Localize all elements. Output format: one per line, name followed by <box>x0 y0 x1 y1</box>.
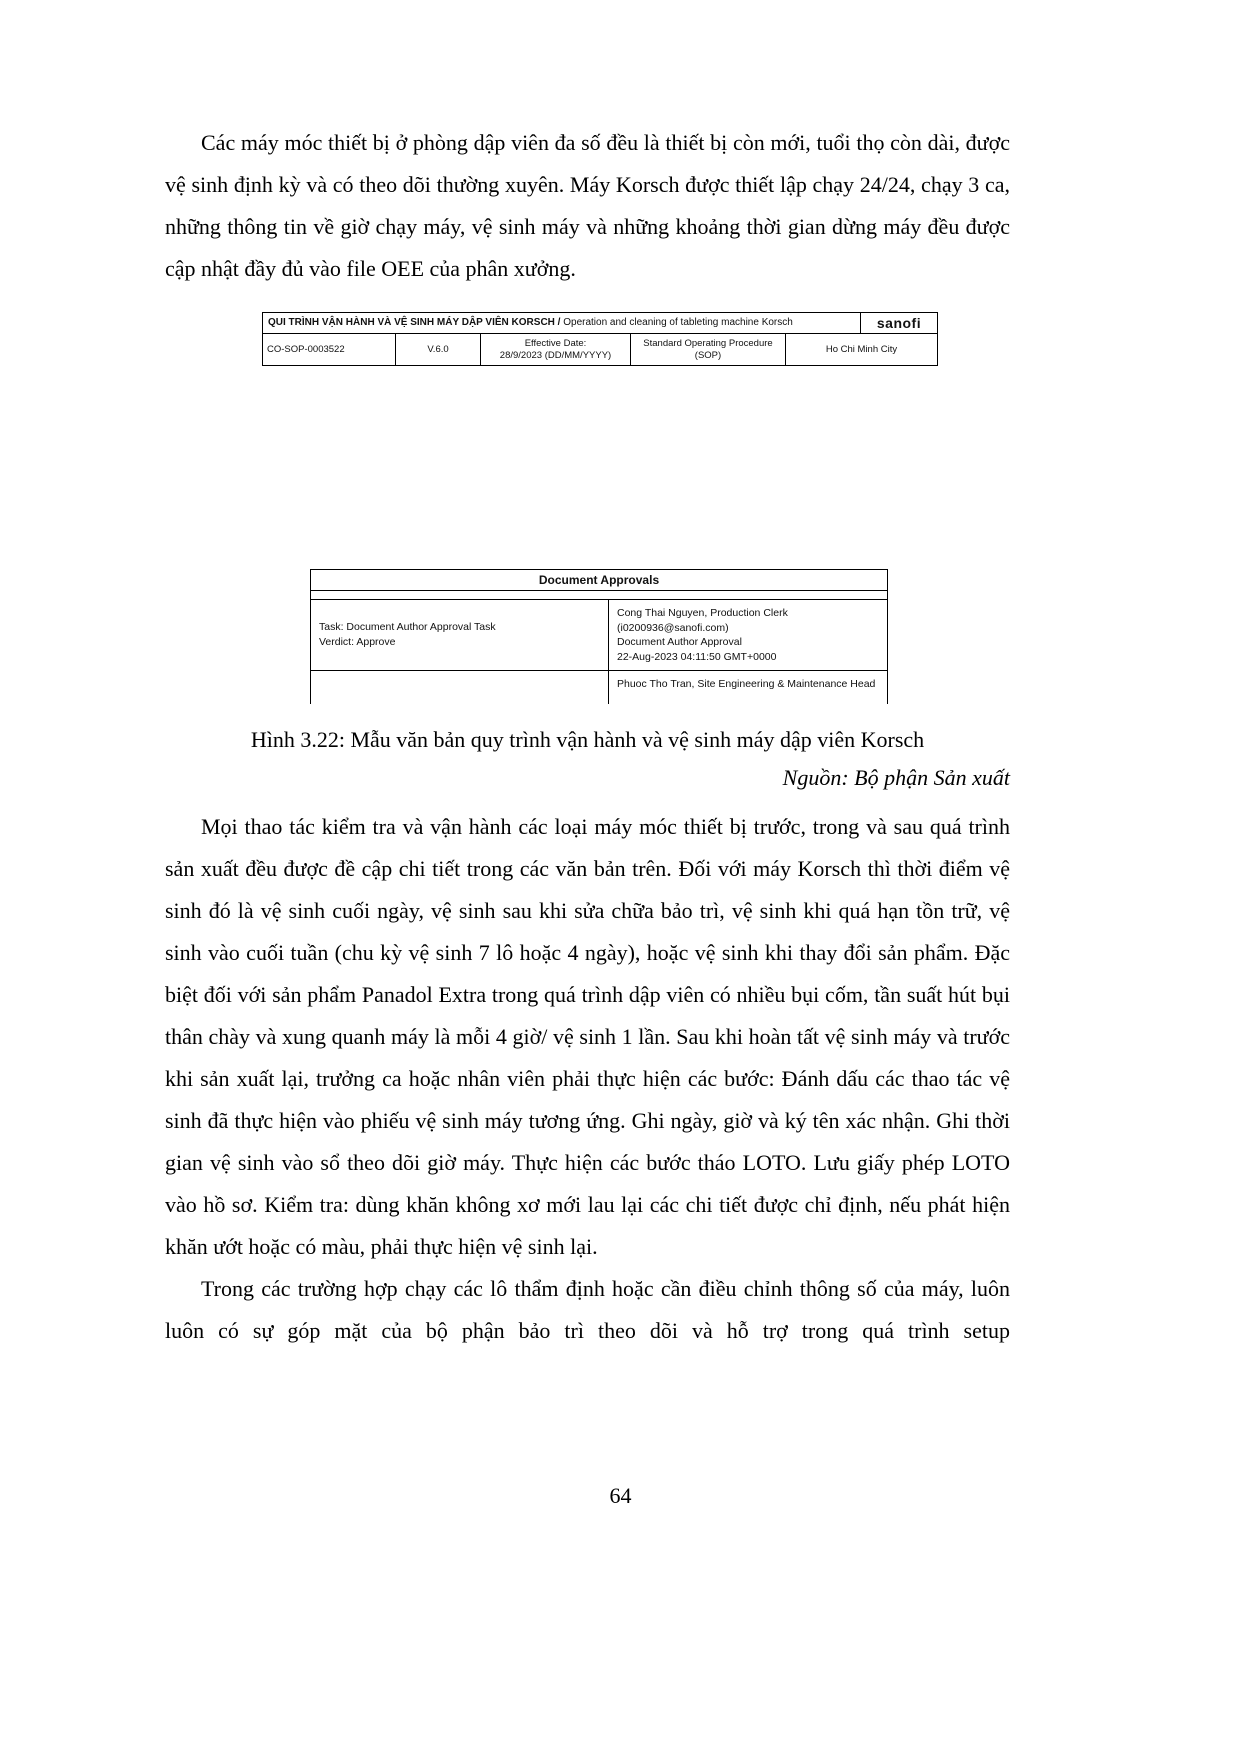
sop-doc-type-line2: (SOP) <box>694 349 722 361</box>
figure-sop-screenshot <box>165 312 1010 704</box>
approval-approver-cell-partial <box>609 671 887 704</box>
approval-verdict-label: Verdict: Approve <box>319 636 396 648</box>
approver-name-2: Phuoc Tho Tran, Site Engineering & Maintenance Head <box>617 678 876 690</box>
sop-doc-code: CO-SOP-0003522 <box>263 334 396 365</box>
sop-effective-date-label: Effective Date: <box>524 338 587 349</box>
approval-row-2-partial <box>311 671 887 704</box>
sop-effective-date <box>481 334 631 365</box>
sop-meta-row <box>263 334 937 365</box>
page-content <box>165 122 1010 1352</box>
sop-doc-type-line1: Standard Operating Procedure <box>643 338 773 349</box>
approvals-spacer-row <box>311 591 887 600</box>
sop-title-en: Operation and cleaning of tableting machine Korsch <box>563 317 793 328</box>
figure-caption: Hình 3.22: Mẫu văn bản quy trình vận hành và vệ sinh máy dập viên Korsch <box>250 727 925 752</box>
sop-title <box>263 313 861 333</box>
sop-header-table <box>262 312 938 366</box>
paragraph-2: Mọi thao tác kiểm tra và vận hành các loại máy móc thiết bị trước, trong và sau quá trình sản xuất đều được đề cập chi tiết trong các văn bản trên. Đối với máy Korsch thì thời điểm vệ sinh đó là vệ sinh cuối ngày, vệ sinh sau khi sửa chữa bảo trì, vệ sinh khi quá hạn tồn trữ, vệ sinh vào cuối tuần (chu kỳ vệ sinh 7 lô hoặc 4 ngày), hoặc vệ sinh khi thay đổi sản phẩm. Đặc biệt đối với sản phẩm Panadol Extra trong quá trình dập viên có nhiều bụi cốm, tần suất hút bụi thân chày và xung quanh máy là mỗi 4 giờ/ vệ sinh 1 lần. Sau khi hoàn tất vệ sinh máy và trước khi sản xuất lại, trưởng ca hoặc nhân viên phải thực hiện các bước: Đánh dấu các thao tác vệ sinh đã thực hiện vào phiếu vệ sinh máy tương ứng. Ghi ngày, giờ và ký tên xác nhận. Ghi thời gian vệ sinh vào sổ theo dõi giờ máy. Thực hiện các bước tháo LOTO. Lưu giấy phép LOTO vào hồ sơ. Kiểm tra: dùng khăn không xơ mới lau lại các chi tiết được chỉ định, nếu phát hiện khăn ướt hoặc có màu, phải thực hiện vệ sinh lại. <box>165 814 1010 1259</box>
paragraph-3: Trong các trường hợp chạy các lô thẩm định hoặc cần điều chỉnh thông số của máy, luôn luôn có sự góp mặt của bộ phận bảo trì theo dõi và hỗ trợ trong quá trình setup <box>165 1276 1010 1343</box>
approver-timestamp: 22-Aug-2023 04:11:50 GMT+0000 <box>617 650 777 663</box>
approval-task-cell <box>311 600 609 670</box>
approver-name: Cong Thai Nguyen, Production Clerk <box>617 607 788 619</box>
sop-doc-type <box>631 334 786 365</box>
sop-location: Ho Chi Minh City <box>825 343 898 355</box>
sop-version: V.6.0 <box>396 334 481 365</box>
approval-task-label: Task: Document Author Approval Task <box>319 621 496 633</box>
approver-email: (i0200936@sanofi.com) <box>617 621 729 634</box>
document-approvals-table <box>310 569 888 704</box>
approval-row-1 <box>311 600 887 671</box>
approver-role: Document Author Approval <box>617 636 742 648</box>
approval-approver-cell <box>609 600 887 670</box>
paragraph-1: Các máy móc thiết bị ở phòng dập viên đa số đều là thiết bị còn mới, tuổi thọ còn dài, được vệ sinh định kỳ và có theo dõi thường xuyên. Máy Korsch được thiết lập chạy 24/24, chạy 3 ca, những thông tin về giờ chạy máy, vệ sinh máy và những khoảng thời gian dừng máy đều được cập nhật đầy đủ vào file OEE của phân xưởng. <box>165 130 1010 281</box>
approval-task-cell-partial <box>311 671 609 704</box>
page-number: 64 <box>609 1483 632 1508</box>
figure-source: Nguồn: Bộ phận Sản xuất <box>782 765 1010 790</box>
sanofi-logo: sanofi <box>876 315 922 331</box>
sop-header-row <box>263 313 937 334</box>
approvals-title: Document Approvals <box>311 570 887 591</box>
sop-effective-date-value: 28/9/2023 (DD/MM/YYYY) <box>499 349 612 361</box>
sop-title-vi: QUI TRÌNH VẬN HÀNH VÀ VỆ SINH MÁY DẬP VIÊN KORSCH / <box>268 317 564 328</box>
